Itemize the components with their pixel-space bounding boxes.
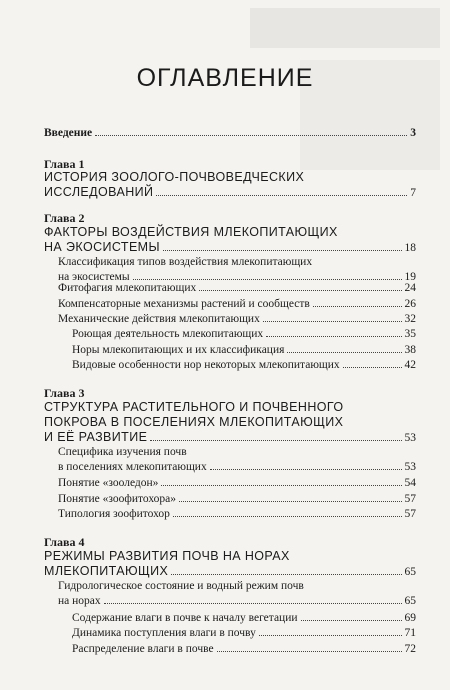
- leader-dots: [171, 574, 401, 575]
- chapter-title-line: ФАКТОРЫ ВОЗДЕЙСТВИЯ МЛЕКОПИТАЮЩИХ: [44, 225, 338, 239]
- chapter-label: Глава 3: [44, 386, 85, 400]
- section-line: Специфика изучения почв: [58, 446, 187, 458]
- toc-entry-section[interactable]: [58, 595, 416, 608]
- leader-dots: [161, 485, 401, 486]
- page-number: 42: [404, 359, 416, 371]
- leader-dots: [156, 195, 407, 196]
- page-number: 18: [404, 242, 416, 254]
- toc-entry-section[interactable]: [58, 313, 416, 326]
- toc-entry-text: Введение: [44, 127, 93, 139]
- toc-entry-text: Содержание влаги в почве к началу вегетации: [72, 612, 298, 624]
- section-line: Гидрологическое состояние и водный режим почв: [58, 580, 304, 592]
- chapter-label: Глава 4: [44, 535, 85, 549]
- page-number: 72: [404, 643, 416, 655]
- leader-dots: [173, 516, 402, 517]
- section-line: Классификация типов воздействия млекопитающих: [58, 256, 313, 268]
- leader-dots: [163, 250, 402, 251]
- page-number: 69: [404, 612, 416, 624]
- chapter-label: Глава 1: [44, 157, 85, 171]
- toc-entry-text: И ЕЁ РАЗВИТИЕ: [44, 430, 148, 444]
- toc-entry-text: Видовые особенности нор некоторых млекопитающих: [72, 359, 340, 371]
- toc-entry-text: на экосистемы: [58, 271, 130, 283]
- page-number: 3: [410, 127, 416, 139]
- toc-entry-text: Роющая деятельность млекопитающих: [72, 328, 264, 340]
- toc-entry-section[interactable]: [58, 461, 416, 474]
- toc-entry-text: ИССЛЕДОВАНИЙ: [44, 185, 154, 199]
- leader-dots: [287, 352, 401, 353]
- leader-dots: [210, 469, 402, 470]
- toc-entry-introduction[interactable]: [44, 127, 416, 140]
- toc-entry-section[interactable]: [58, 477, 416, 490]
- toc-entry-text: Понятие «зооледон»: [58, 477, 159, 489]
- page-number: 7: [410, 187, 416, 199]
- page-number: 24: [404, 282, 416, 294]
- page-number: 57: [404, 493, 416, 505]
- toc-entry-section[interactable]: [58, 493, 416, 506]
- leader-dots: [263, 321, 402, 322]
- chapter-title-row[interactable]: [44, 185, 416, 199]
- page-number: 65: [404, 566, 416, 578]
- leader-dots: [343, 367, 402, 368]
- toc-entry-section[interactable]: [72, 627, 416, 640]
- toc-entry-section[interactable]: [72, 612, 416, 625]
- page-number: 38: [404, 344, 416, 356]
- page-number: 65: [404, 595, 416, 607]
- toc-entry-section[interactable]: [72, 344, 416, 357]
- show-through-smudge: [250, 8, 440, 48]
- page-number: 19: [404, 271, 416, 283]
- leader-dots: [301, 620, 402, 621]
- page-number: 53: [404, 432, 416, 444]
- page-number: 32: [404, 313, 416, 325]
- leader-dots: [95, 135, 407, 136]
- toc-entry-text: в поселениях млекопитающих: [58, 461, 207, 473]
- toc-entry-section[interactable]: [58, 282, 416, 295]
- chapter-title-line: РЕЖИМЫ РАЗВИТИЯ ПОЧВ НА НОРАХ: [44, 549, 290, 563]
- chapter-title-line: ИСТОРИЯ ЗООЛОГО-ПОЧВОВЕДЧЕСКИХ: [44, 170, 305, 184]
- toc-entry-text: НА ЭКОСИСТЕМЫ: [44, 240, 160, 254]
- leader-dots: [179, 501, 402, 502]
- toc-entry-text: Понятие «зоофитохора»: [58, 493, 176, 505]
- toc-entry-text: Компенсаторные механизмы растений и сообществ: [58, 298, 310, 310]
- page-number: 35: [404, 328, 416, 340]
- leader-dots: [150, 440, 401, 441]
- leader-dots: [199, 290, 401, 291]
- toc-entry-section[interactable]: [72, 328, 416, 341]
- chapter-title-row[interactable]: [44, 240, 416, 254]
- chapter-label: Глава 2: [44, 211, 85, 225]
- chapter-title-line: СТРУКТУРА РАСТИТЕЛЬНОГО И ПОЧВЕННОГО: [44, 400, 344, 414]
- leader-dots: [266, 336, 401, 337]
- chapter-title-line: ПОКРОВА В ПОСЕЛЕНИЯХ МЛЕКОПИТАЮЩИХ: [44, 415, 344, 429]
- toc-entry-section[interactable]: [58, 298, 416, 311]
- page-number: 57: [404, 508, 416, 520]
- toc-entry-section[interactable]: [58, 508, 416, 521]
- toc-entry-text: Распределение влаги в почве: [72, 643, 214, 655]
- toc-entry-text: Динамика поступления влаги в почву: [72, 627, 256, 639]
- leader-dots: [217, 651, 402, 652]
- toc-entry-text: МЛЕКОПИТАЮЩИХ: [44, 564, 169, 578]
- page-number: 26: [404, 298, 416, 310]
- toc-entry-text: Типология зоофитохор: [58, 508, 170, 520]
- toc-entry-text: Норы млекопитающих и их классификация: [72, 344, 285, 356]
- leader-dots: [104, 603, 402, 604]
- leader-dots: [313, 306, 402, 307]
- leader-dots: [259, 635, 402, 636]
- toc-entry-text: Механические действия млекопитающих: [58, 313, 260, 325]
- toc-heading: ОГЛАВЛЕНИЕ: [136, 64, 314, 92]
- chapter-title-row[interactable]: [44, 430, 416, 444]
- page-number: 54: [404, 477, 416, 489]
- toc-entry-section[interactable]: [72, 359, 416, 372]
- leader-dots: [133, 279, 402, 280]
- page-number: 71: [404, 627, 416, 639]
- chapter-title-row[interactable]: [44, 564, 416, 578]
- toc-entry-text: Фитофагия млекопитающих: [58, 282, 197, 294]
- page-number: 53: [404, 461, 416, 473]
- toc-entry-section[interactable]: [72, 643, 416, 656]
- toc-entry-text: на норах: [58, 595, 101, 607]
